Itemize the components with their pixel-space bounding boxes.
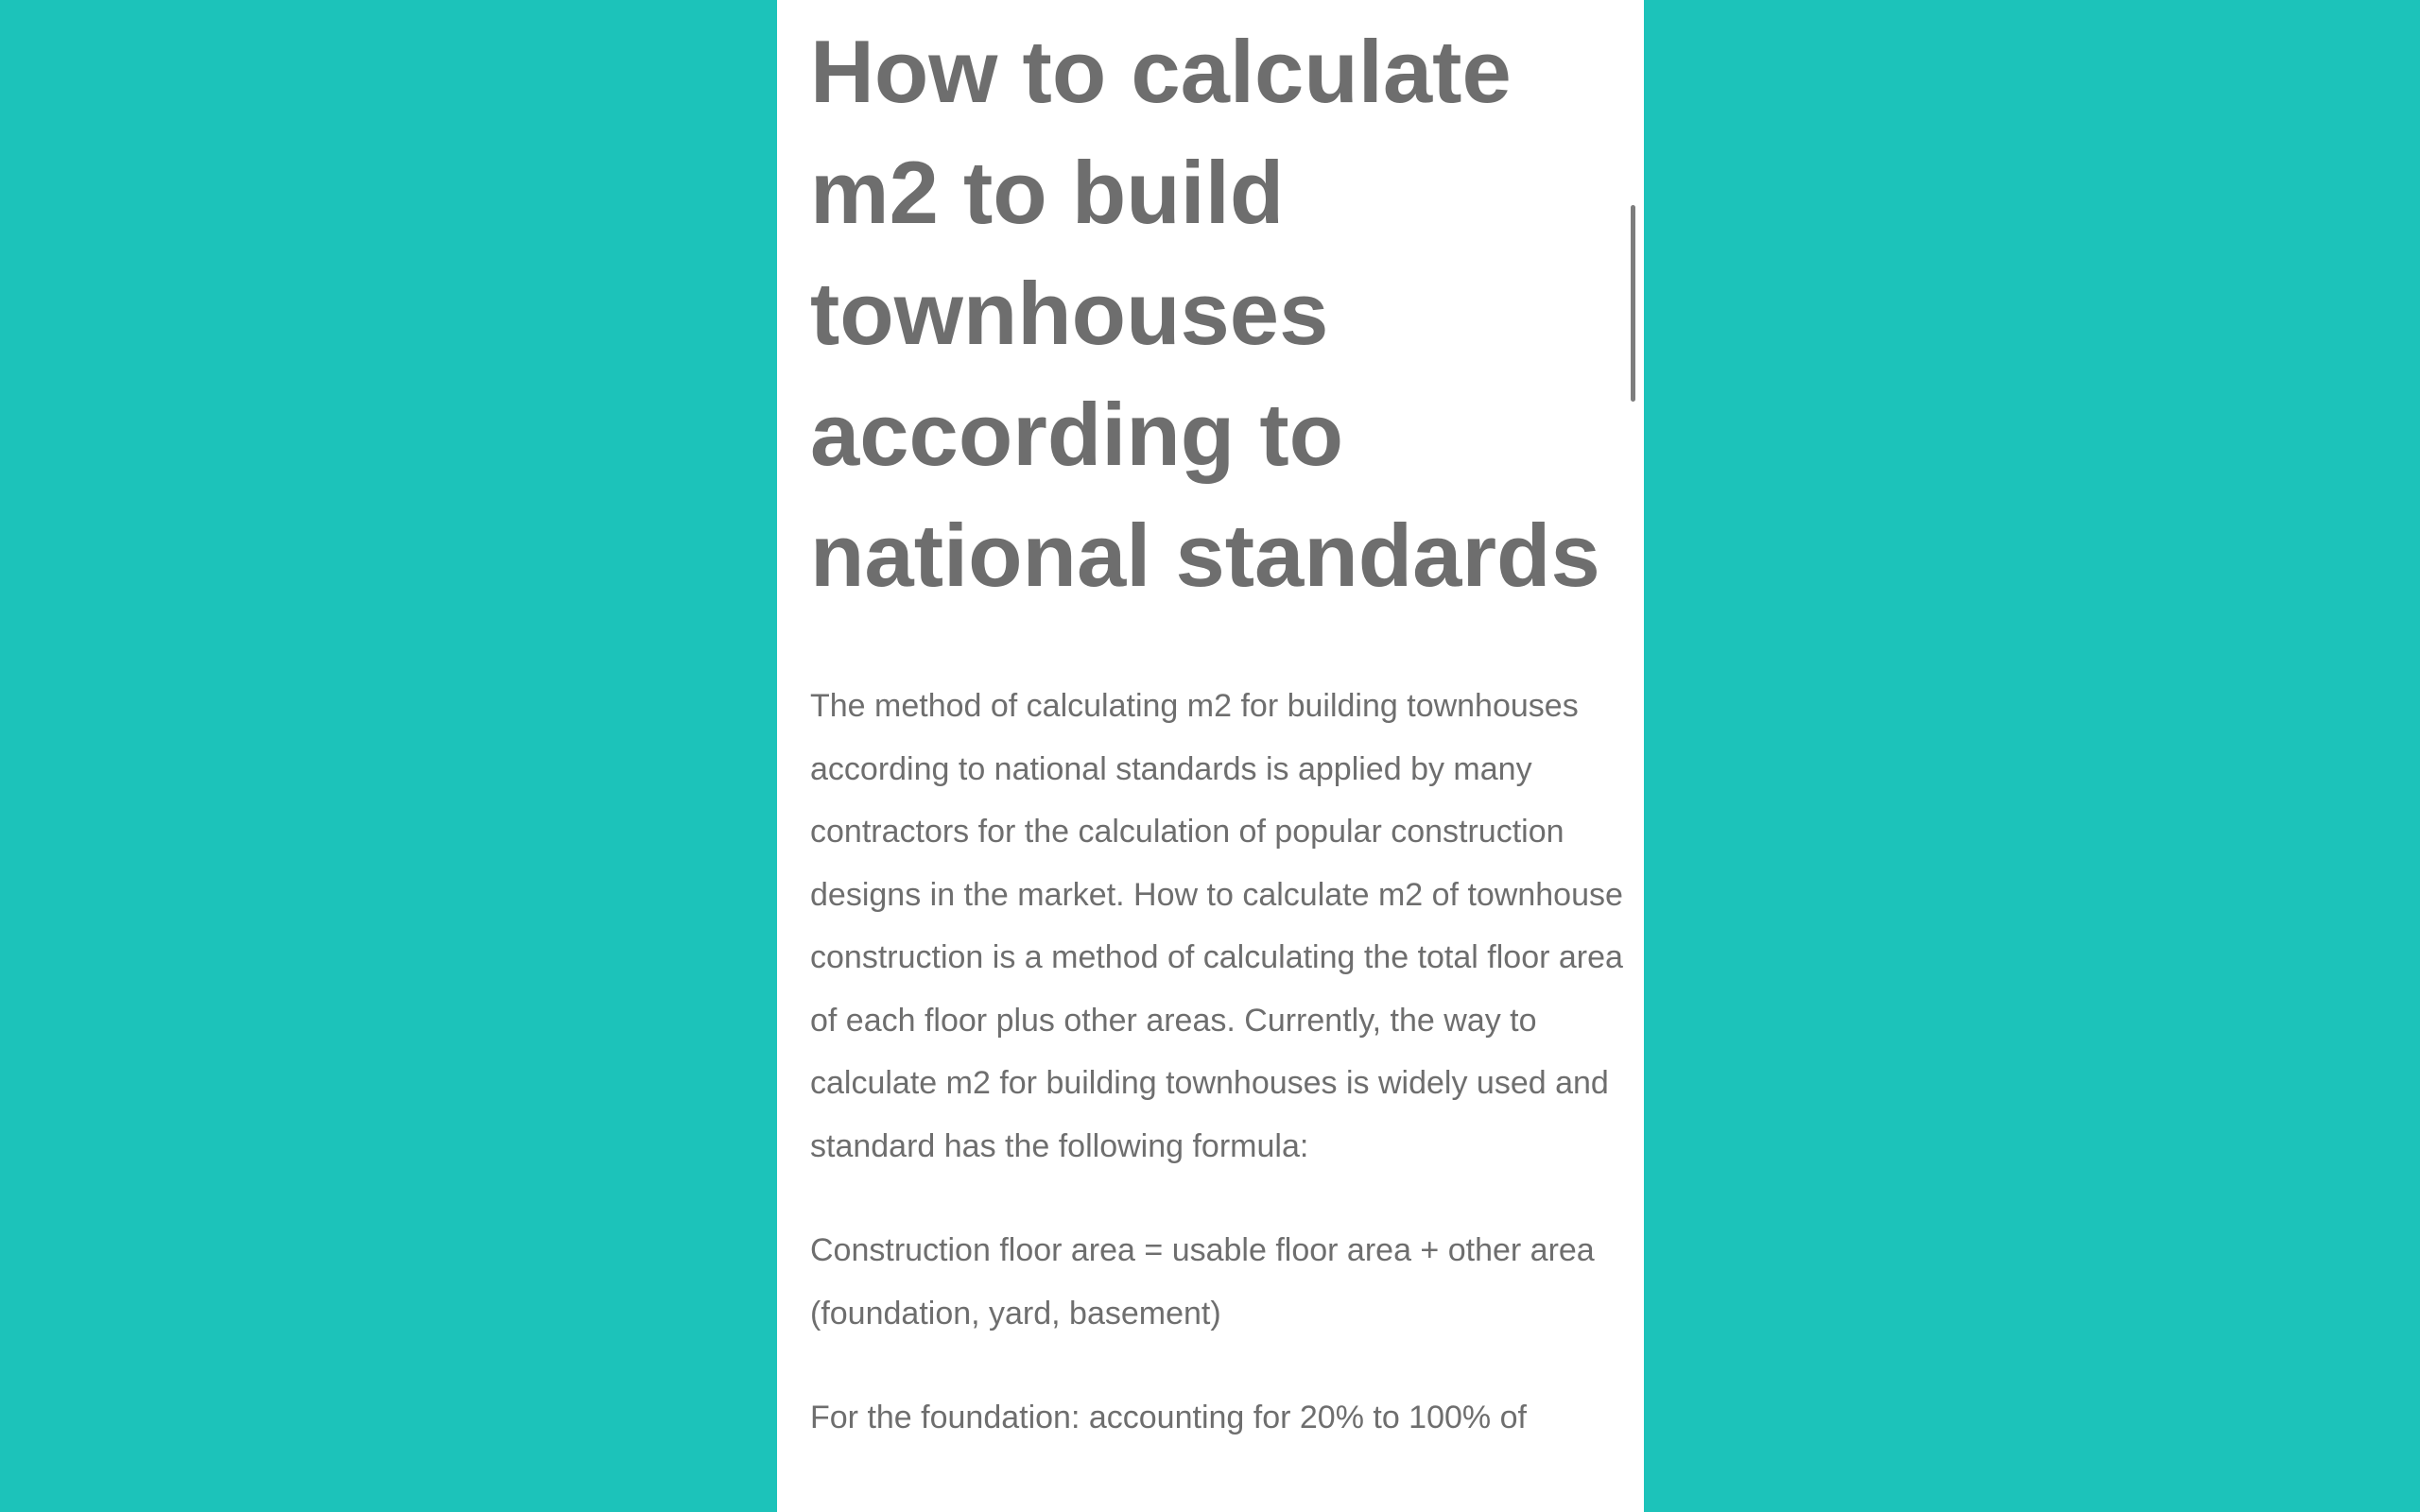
article-paragraph-foundation: For the foundation: accounting for 20% to 100% of xyxy=(810,1400,1527,1435)
vertical-scrollbar[interactable] xyxy=(1631,205,1635,402)
article-content xyxy=(810,11,1623,1450)
article-paragraph-intro: The method of calculating m2 for building townhouses according to national standards is applied by many contractors for the calculation of popular construction designs in the market. How to calculate m2 of townhouse construction is a method of calculating the total floor area of each floor plus other areas. Currently, the way to calculate m2 for building townhouses is widely used and standard has the following formula: xyxy=(810,688,1623,1164)
article-title: How to calculate m2 to build townhouses according to national standards xyxy=(810,22,1600,605)
article-page xyxy=(777,0,1644,1512)
article-paragraph-formula: Construction floor area = usable floor area + other area (foundation, yard, basement) xyxy=(810,1232,1595,1332)
